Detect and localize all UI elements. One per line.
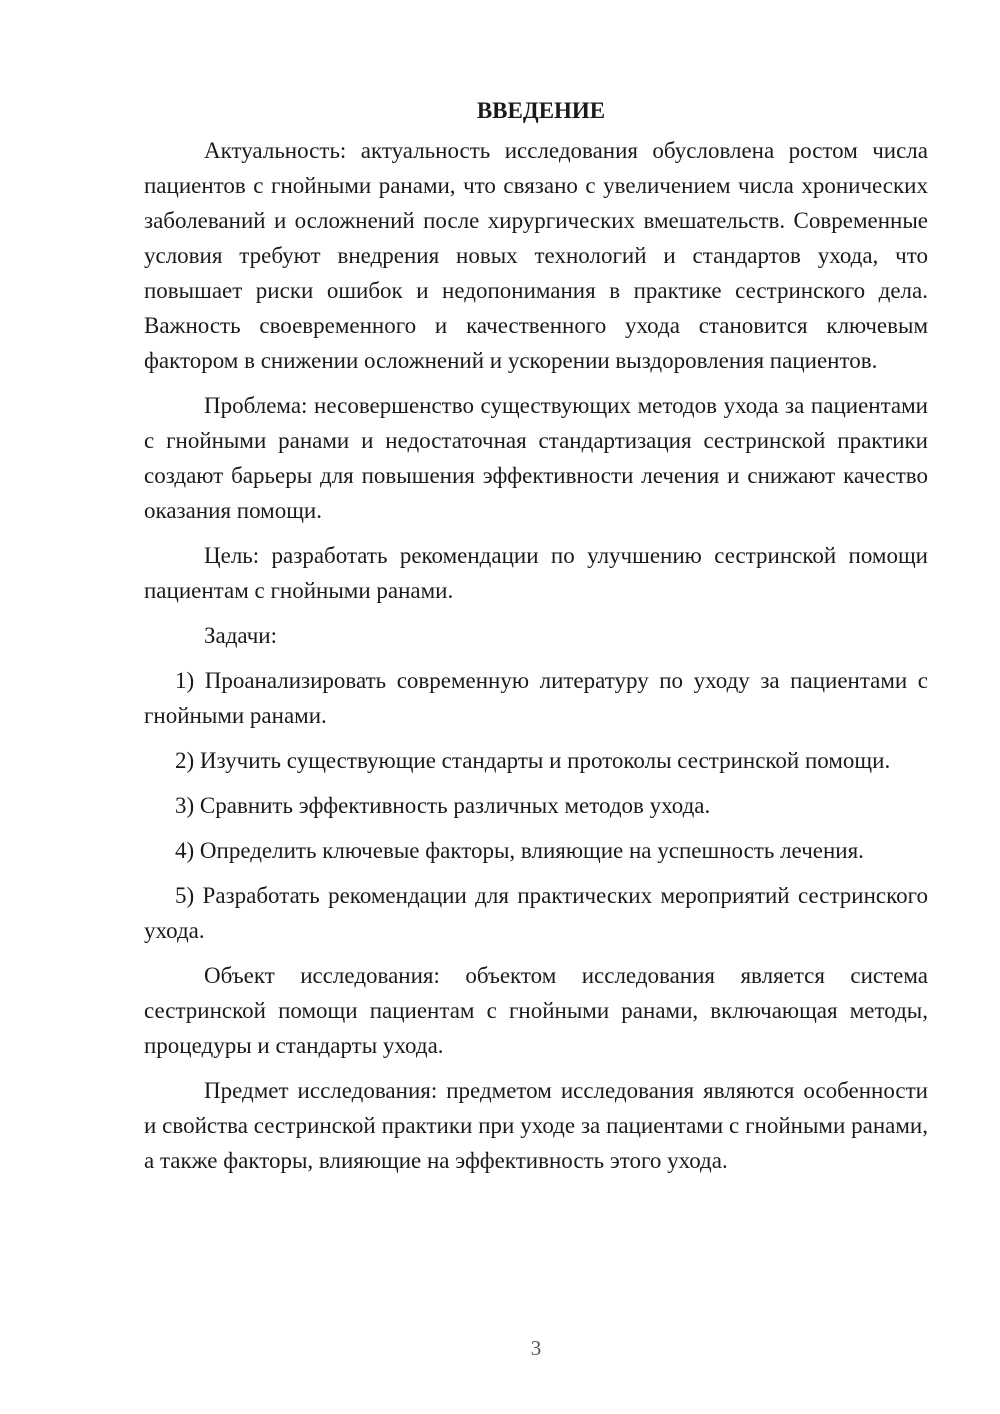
relevance-paragraph: Актуальность: актуальность исследования обусловлена ростом числа пациентов с гнойными ранами, что связано с увеличением числа хронических заболеваний и осложнений после хирургических вмешательств. Современные условия требуют внедрения новых технологий и стандартов ухода, что повышает риски ошибок и недопонимания в практике сестринского дела. Важность своевременного и качественного ухода становится ключевым фактором в снижении осложнений и ускорении выздоровления пациентов. xyxy=(144,138,928,373)
task-item-2: 2) Изучить существующие стандарты и протоколы сестринской помощи. xyxy=(175,748,891,773)
task-item-5: 5) Разработать рекомендации для практических мероприятий сестринского ухода. xyxy=(144,883,928,943)
page-number: 3 xyxy=(530,1336,542,1360)
goal-paragraph: Цель: разработать рекомендации по улучшению сестринской помощи пациентам с гнойными ранами. xyxy=(144,543,928,603)
problem-paragraph: Проблема: несовершенство существующих методов ухода за пациентами с гнойными ранами и недостаточная стандартизация сестринской практики создают барьеры для повышения эффективности лечения и снижают качество оказания помощи. xyxy=(144,393,928,523)
tasks-heading: Задачи: xyxy=(204,623,277,648)
object-paragraph: Объект исследования: объектом исследования является система сестринской помощи пациентам с гнойными ранами, включающая методы, процедуры и стандарты ухода. xyxy=(144,963,928,1058)
task-item-4: 4) Определить ключевые факторы, влияющие на успешность лечения. xyxy=(175,838,864,863)
subject-paragraph: Предмет исследования: предметом исследования являются особенности и свойства сестринской практики при уходе за пациентами с гнойными ранами, а также факторы, влияющие на эффективность этого ухода. xyxy=(144,1078,928,1173)
task-item-1: 1) Проанализировать современную литературу по уходу за пациентами с гнойными ранами. xyxy=(144,668,928,728)
section-title: ВВЕДЕНИЕ xyxy=(476,98,606,123)
page-content xyxy=(144,93,928,1188)
task-item-3: 3) Сравнить эффективность различных методов ухода. xyxy=(175,793,711,818)
